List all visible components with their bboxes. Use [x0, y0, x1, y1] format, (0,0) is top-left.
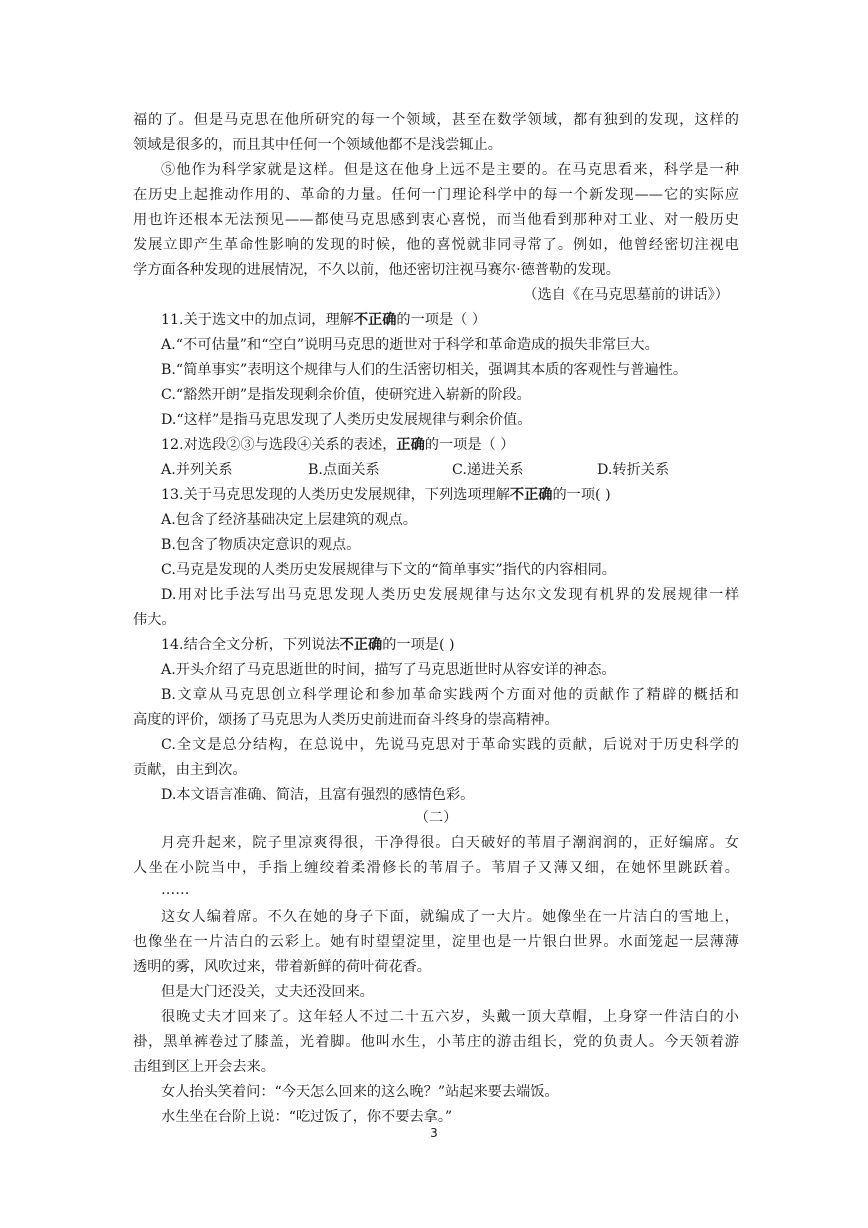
question-11-stem	[161, 310, 739, 330]
story-line-12: 水生坐在台阶上说：“吃过饭了，你不要去拿。”	[161, 1109, 453, 1125]
section-heading: （二）	[414, 810, 458, 826]
question-14-option-c: C.全文是总分结构，在总说中，先说马克思对于革命实践的贡献，后说对于历史科学的	[161, 737, 739, 753]
question-14-option-b: B.文章从马克思创立科学理论和参加革命实践两个方面对他的贡献作了精辟的概括和	[161, 687, 739, 703]
question-14-option-b-cont: 高度的评价，颂扬了马克思为人类历史前进而奋斗终身的崇高精神。	[133, 712, 559, 728]
passage-line-1: 福的了。但是马克思在他所研究的每一个领域，甚至在数学领域，都有独到的发现，这样的	[133, 112, 739, 128]
question-emphasis: 不正确	[353, 312, 397, 328]
question-stem-text: 的一项是( )	[382, 637, 455, 653]
question-14-stem	[161, 635, 739, 655]
story-line-7: 但是大门还没关，丈夫还没回来。	[161, 984, 374, 1000]
question-12-option-a: A.并列关系	[161, 462, 233, 478]
question-11-option-d: D.“这样”是指马克思发现了人类历史发展规律与剩余价值。	[161, 412, 532, 428]
story-line-5: 也像坐在一片洁白的云彩上。她有时望望淀里，淀里也是一片银白世界。水面笼起一层薄薄	[133, 934, 739, 950]
question-13-option-a: A.包含了经济基础决定上层建筑的观点。	[161, 512, 417, 528]
question-12-option-c: C.递进关系	[452, 462, 524, 478]
story-ellipsis: ……	[161, 882, 190, 898]
story-line-6: 透明的雾，风吹过来，带着新鲜的荷叶荷花香。	[133, 959, 431, 975]
story-line-4: 这女人编着席。不久在她的身子下面，就编成了一大片。她像坐在一片洁白的雪地上，	[161, 909, 739, 925]
question-13-option-b: B.包含了物质决定意识的观点。	[161, 537, 361, 553]
question-emphasis: 不正确	[509, 487, 553, 503]
question-14-option-c-cont: 贡献，由主到次。	[133, 762, 247, 778]
question-emphasis: 不正确	[339, 637, 383, 653]
question-12-stem	[161, 435, 739, 455]
question-13-option-c: C.马克是发现的人类历史发展规律与下文的“简单事实”指代的内容相同。	[161, 562, 616, 578]
question-emphasis: 正确	[396, 437, 425, 453]
page-number: 3	[430, 1126, 438, 1140]
story-line-8: 很晚丈夫才回来了。这年轻人不过二十五六岁，头戴一顶大草帽，上身穿一件洁白的小	[161, 1009, 739, 1025]
passage-line-3: ⑤他作为科学家就是这样。但是这在他身上远不是主要的。在马克思看来，科学是一种	[161, 162, 739, 178]
story-line-10: 击组到区上开会去来。	[133, 1059, 275, 1075]
question-stem-text: 11.关于选文中的加点词，理解	[161, 312, 354, 328]
passage-source: （选自《在马克思墓前的讲话》）	[523, 287, 729, 303]
question-14-option-a: A.开头介绍了马克思逝世的时间，描写了马克思逝世时从容安详的神态。	[161, 662, 616, 678]
question-12-option-b: B.点面关系	[308, 462, 380, 478]
question-13-option-d: D.用对比手法写出马克思发现人类历史发展规律与达尔文发现有机界的发展规律一样	[161, 587, 739, 603]
passage-line-4: 在历史上起推动作用的、革命的力量。任何一门理论科学中的每一个新发现——它的实际应	[133, 187, 739, 203]
question-stem-text: 的一项是（ ）	[424, 437, 515, 453]
question-13-stem	[161, 485, 739, 505]
question-stem-text: 14.结合全文分析，下列说法	[161, 637, 340, 653]
story-line-2: 人坐在小院当中，手指上缠绞着柔滑修长的苇眉子。苇眉子又薄又细，在她怀里跳跃着。	[133, 860, 739, 876]
story-line-1: 月亮升起来，院子里凉爽得很，干净得很。白天破好的苇眉子潮润润的，正好编席。女	[161, 835, 739, 851]
question-stem-text: 12.对选段②③与选段④关系的表述，	[161, 437, 397, 453]
story-line-9: 褂，黑单裤卷过了膝盖，光着脚。他叫水生，小苇庄的游击组长，党的负责人。今天领着游	[133, 1034, 739, 1050]
passage-line-7: 学方面各种发现的进展情况，不久以前，他还密切注视马赛尔·德普勒的发现。	[133, 262, 620, 278]
question-stem-text: 的一项( )	[552, 487, 611, 503]
story-line-11: 女人抬头笑着问：“今天怎么回来的这么晚？”站起来要去端饭。	[161, 1084, 559, 1100]
question-stem-text: 13.关于马克思发现的人类历史发展规律，下列选项理解	[161, 487, 510, 503]
question-11-option-c: C.“豁然开朗”是指发现剩余价值，使研究进入崭新的阶段。	[161, 387, 531, 403]
question-12-option-d: D.转折关系	[597, 462, 670, 478]
question-11-option-a: A.“不可估量”和“空白”说明马克思的逝世对于科学和革命造成的损失非常巨大。	[161, 337, 659, 353]
passage-line-6: 发展立即产生革命性影响的发现的时候，他的喜悦就非同寻常了。例如，他曾经密切注视电	[133, 237, 739, 253]
passage-line-5: 用也许还根本无法预见——都使马克思感到衷心喜悦，而当他看到那种对工业、对一般历史	[133, 212, 739, 228]
question-12-options	[161, 460, 739, 480]
passage-line-2: 领域是很多的，而且其中任何一个领域他都不是浅尝辄止。	[133, 137, 502, 153]
question-13-option-d-cont: 伟大。	[133, 612, 176, 628]
question-11-option-b: B.“简单事实”表明这个规律与人们的生活密切相关，强调其本质的客观性与普遍性。	[161, 362, 688, 378]
question-14-option-d: D.本文语言准确、简洁，且富有强烈的感情色彩。	[161, 787, 475, 803]
question-stem-text: 的一项是（ ）	[396, 312, 487, 328]
